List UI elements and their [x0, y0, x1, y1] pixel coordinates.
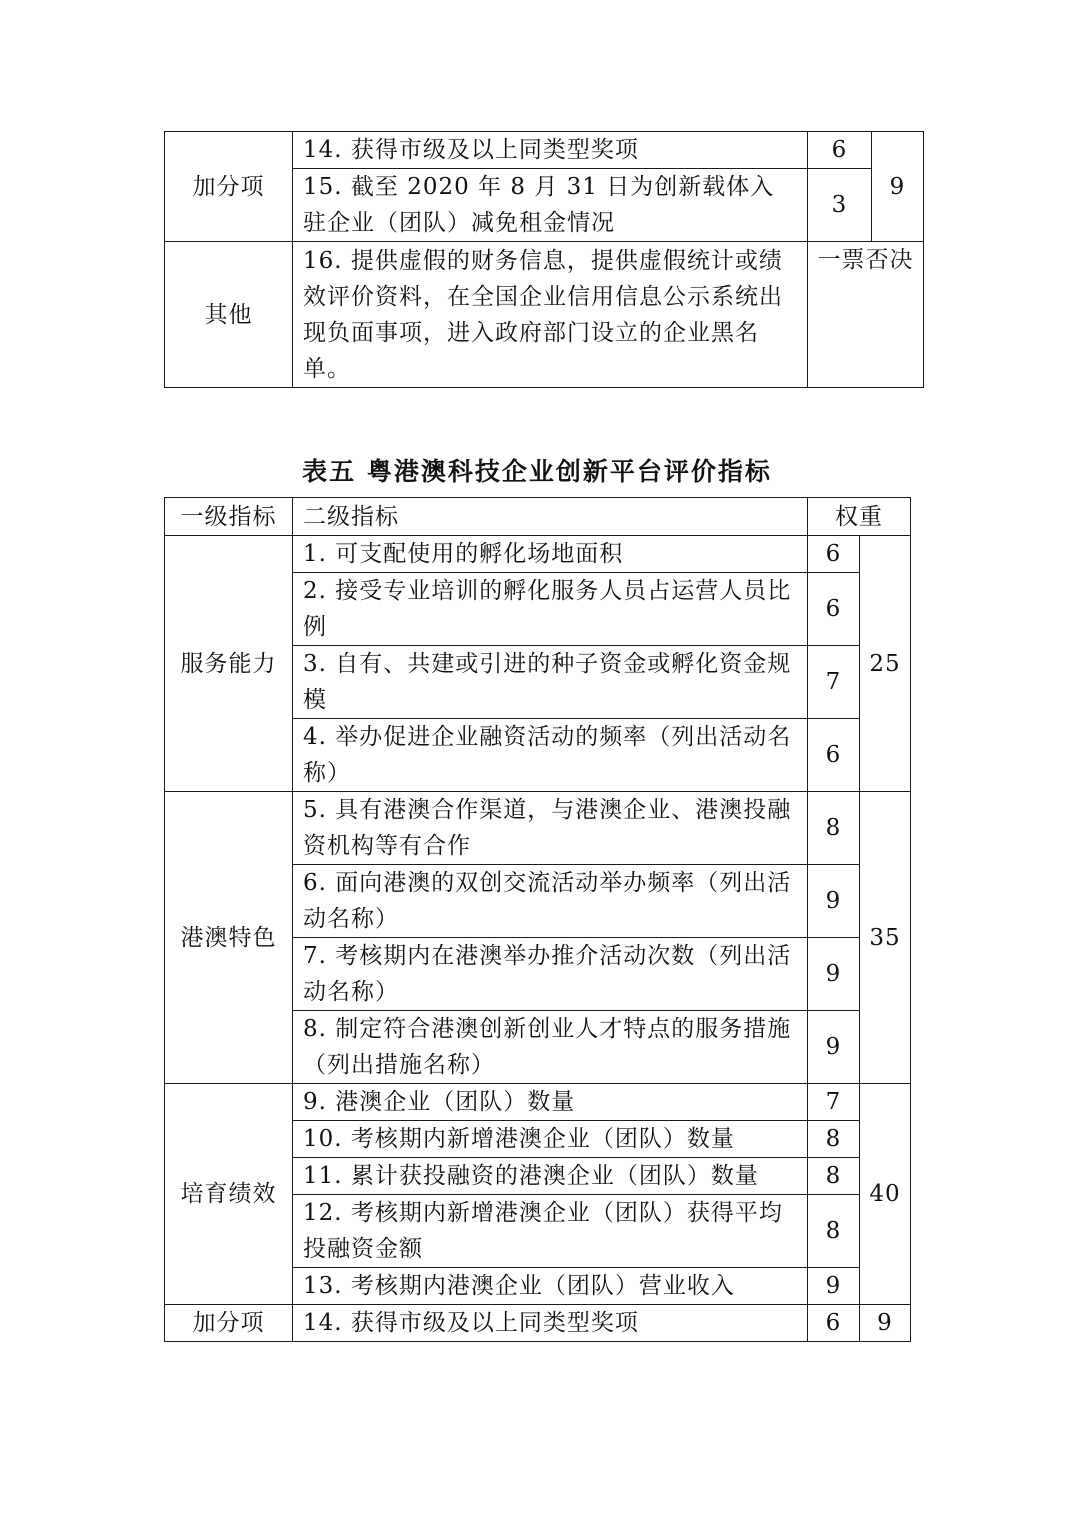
table-title: 表五 粤港澳科技企业创新平台评价指标	[302, 457, 772, 486]
criterion-text: 15. 截至 2020 年 8 月 31 日为创新载体入驻企业（团队）减免租金情况	[293, 169, 808, 242]
criterion-text: 6. 面向港澳的双创交流活动举办频率（列出活动名称）	[293, 865, 808, 938]
criterion-text: 12. 考核期内新增港澳企业（团队）获得平均投融资金额	[293, 1195, 808, 1268]
criterion-text: 11. 累计获投融资的港澳企业（团队）数量	[293, 1158, 808, 1195]
criterion-text: 10. 考核期内新增港澳企业（团队）数量	[293, 1121, 808, 1158]
table-row	[165, 536, 911, 573]
table-row	[165, 1084, 911, 1121]
criterion-score: 6	[808, 719, 860, 792]
category-cell: 其他	[165, 242, 293, 388]
criterion-score: 6	[808, 132, 872, 169]
criterion-score: 9	[808, 1011, 860, 1084]
table-row	[165, 792, 911, 865]
criterion-score: 8	[808, 1195, 860, 1268]
continued-criteria-table	[164, 131, 924, 388]
criterion-text: 16. 提供虚假的财务信息，提供虚假统计或绩效评价资料，在全国企业信用信息公示系统出现负面事项，进入政府部门设立的企业黑名单。	[293, 242, 808, 388]
criterion-text: 4. 举办促进企业融资活动的频率（列出活动名称）	[293, 719, 808, 792]
criterion-score: 6	[808, 536, 860, 573]
category-cell: 加分项	[165, 132, 293, 242]
criterion-text: 14. 获得市级及以上同类型奖项	[293, 1305, 808, 1342]
criterion-text: 8. 制定符合港澳创新创业人才特点的服务措施（列出措施名称）	[293, 1011, 808, 1084]
criterion-score: 9	[808, 865, 860, 938]
header-weight: 权重	[808, 498, 911, 536]
category-total: 9	[872, 132, 924, 242]
category-cell: 培育绩效	[165, 1084, 293, 1305]
criterion-text: 3. 自有、共建或引进的种子资金或孵化资金规模	[293, 646, 808, 719]
criterion-text: 7. 考核期内在港澳举办推介活动次数（列出活动名称）	[293, 938, 808, 1011]
table-row	[165, 1305, 911, 1342]
category-total: 35	[860, 792, 911, 1084]
category-cell: 港澳特色	[165, 792, 293, 1084]
criterion-text: 5. 具有港澳合作渠道，与港澳企业、港澳投融资机构等有合作	[293, 792, 808, 865]
category-total: 9	[860, 1305, 911, 1342]
criterion-score: 7	[808, 1084, 860, 1121]
criterion-score: 8	[808, 792, 860, 865]
criterion-score: 7	[808, 646, 860, 719]
criterion-text: 13. 考核期内港澳企业（团队）营业收入	[293, 1268, 808, 1305]
category-cell: 服务能力	[165, 536, 293, 792]
criterion-score: 一票否决	[808, 242, 924, 388]
criterion-score: 9	[808, 938, 860, 1011]
criterion-score: 6	[808, 1305, 860, 1342]
criterion-text: 14. 获得市级及以上同类型奖项	[293, 132, 808, 169]
criterion-score: 8	[808, 1158, 860, 1195]
criterion-text: 9. 港澳企业（团队）数量	[293, 1084, 808, 1121]
criterion-text: 2. 接受专业培训的孵化服务人员占运营人员比例	[293, 573, 808, 646]
header-level2: 二级指标	[293, 498, 808, 536]
criterion-score: 3	[808, 169, 872, 242]
header-level1: 一级指标	[165, 498, 293, 536]
criterion-score: 9	[808, 1268, 860, 1305]
category-total: 40	[860, 1084, 911, 1305]
criterion-score: 6	[808, 573, 860, 646]
header-row	[165, 498, 911, 536]
category-total: 25	[860, 536, 911, 792]
criterion-text: 1. 可支配使用的孵化场地面积	[293, 536, 808, 573]
evaluation-criteria-table	[164, 497, 911, 1342]
criterion-score: 8	[808, 1121, 860, 1158]
category-cell: 加分项	[165, 1305, 293, 1342]
